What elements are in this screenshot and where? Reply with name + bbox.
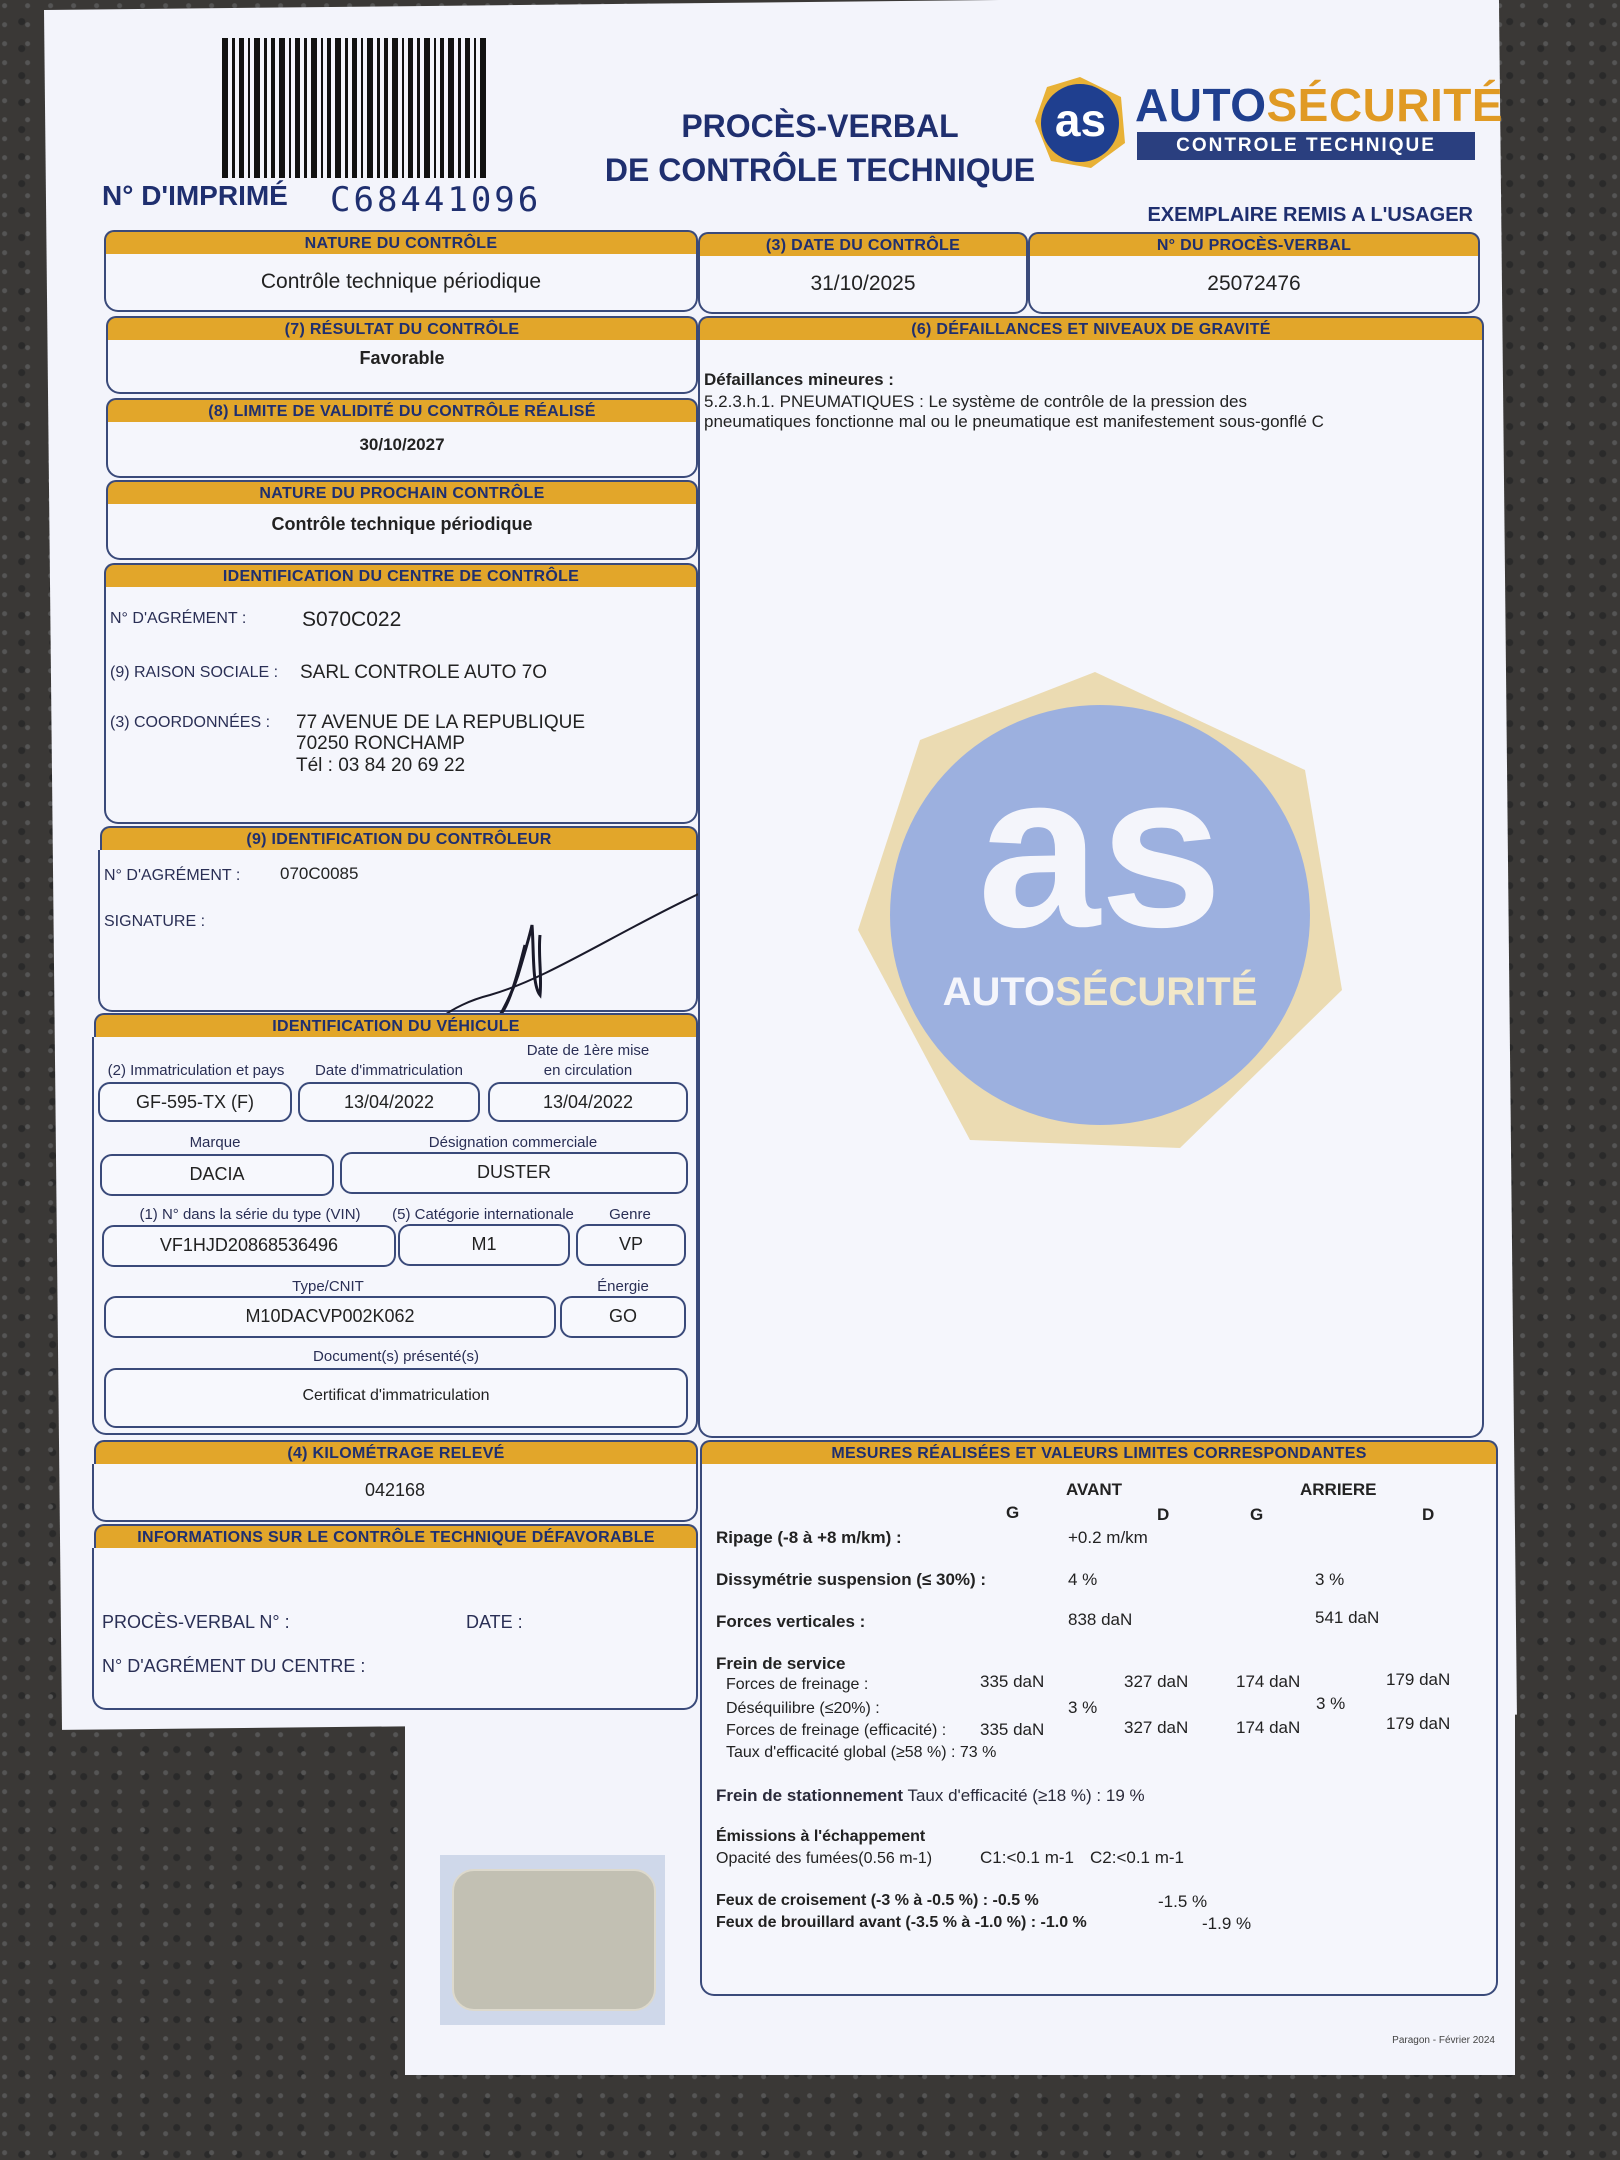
genre-label: Genre bbox=[609, 1206, 651, 1223]
forces-vert-label: Forces verticales : bbox=[716, 1612, 866, 1631]
energie-value: GO bbox=[560, 1296, 686, 1338]
mesures-arriere-d: D bbox=[1422, 1505, 1435, 1524]
forces-vert-arriere: 541 daN bbox=[1315, 1608, 1380, 1627]
genre-value: VP bbox=[576, 1224, 686, 1266]
deseq-av: 3 % bbox=[1068, 1698, 1098, 1717]
croisement-d: -1.5 % bbox=[1158, 1892, 1208, 1911]
num-pv-header: N° DU PROCÈS-VERBAL bbox=[1028, 232, 1480, 258]
brouillard-d: -1.9 % bbox=[1202, 1914, 1252, 1933]
date-controle-value: 31/10/2025 bbox=[810, 272, 916, 295]
date-immat-value: 13/04/2022 bbox=[298, 1082, 480, 1122]
taux-global: Taux d'efficacité global (≥58 %) : 73 % bbox=[726, 1744, 997, 1761]
nature-controle-header: NATURE DU CONTRÔLE bbox=[104, 230, 698, 256]
centre-raison-value: SARL CONTROLE AUTO 7O bbox=[300, 662, 548, 683]
ripage-label: Ripage (-8 à +8 m/km) : bbox=[716, 1528, 902, 1547]
date-mise-label-1: Date de 1ère mise bbox=[526, 1042, 650, 1059]
centre-coord-line1: 77 AVENUE DE LA REPUBLIQUE bbox=[296, 712, 585, 733]
mesures-avant-d: D bbox=[1157, 1505, 1170, 1524]
centre-coord-line3: Tél : 03 84 20 69 22 bbox=[296, 755, 466, 776]
defaillances-heading: Défaillances mineures : bbox=[704, 370, 894, 389]
hologram-sticker bbox=[440, 1855, 665, 2025]
nature-controle-value: Contrôle technique périodique bbox=[260, 270, 542, 293]
defaillance-line-2: pneumatiques fonctionne mal ou le pneumatique est manifestement sous-gonflé C bbox=[704, 412, 1324, 431]
defaillances-header: (6) DÉFAILLANCES ET NIVEAUX DE GRAVITÉ bbox=[698, 316, 1484, 342]
categorie-label: (5) Catégorie internationale bbox=[392, 1206, 574, 1223]
marque-label: Marque bbox=[189, 1134, 241, 1151]
ff-av-g: 335 daN bbox=[980, 1672, 1045, 1691]
ffe-av-g: 335 daN bbox=[980, 1720, 1045, 1739]
defavorable-header: INFORMATIONS SUR LE CONTRÔLE TECHNIQUE DÉFAVORABLE bbox=[94, 1524, 698, 1550]
defavorable-agrement-label: N° D'AGRÉMENT DU CENTRE : bbox=[102, 1656, 366, 1676]
date-mise-label-2: en circulation bbox=[543, 1062, 633, 1079]
mesures-avant: AVANT bbox=[1066, 1480, 1123, 1499]
ff-ar-g: 174 daN bbox=[1236, 1672, 1301, 1691]
frein-stationnement: Frein de stationnement Taux d'efficacité (≥18 %) : 19 % bbox=[716, 1786, 1145, 1805]
exemplaire-label: EXEMPLAIRE REMIS A L'USAGER bbox=[1147, 204, 1473, 226]
date-immat-label: Date d'immatriculation bbox=[315, 1062, 463, 1079]
vin-label: (1) N° dans la série du type (VIN) bbox=[139, 1206, 361, 1223]
centre-coord-line2: 70250 RONCHAMP bbox=[296, 733, 465, 754]
barcode bbox=[222, 38, 490, 178]
emissions-label: Émissions à l'échappement bbox=[716, 1828, 926, 1845]
centre-coord-label: (3) COORDONNÉES : bbox=[110, 714, 271, 731]
signature-label: SIGNATURE : bbox=[104, 913, 206, 930]
brand-name: AUTOSÉCURITÉ bbox=[1135, 79, 1504, 131]
ff-av-d: 327 daN bbox=[1124, 1672, 1189, 1691]
imprime-number: C68441096 bbox=[330, 180, 542, 220]
resultat-header: (7) RÉSULTAT DU CONTRÔLE bbox=[106, 316, 698, 342]
watermark-as-text: as bbox=[977, 727, 1223, 973]
opacite-c1: C1:<0.1 m-1 bbox=[980, 1848, 1075, 1867]
prochain-header: NATURE DU PROCHAIN CONTRÔLE bbox=[106, 480, 698, 506]
mesures-avant-g: G bbox=[1006, 1503, 1020, 1522]
date-controle-header: (3) DATE DU CONTRÔLE bbox=[698, 232, 1028, 258]
immat-value: GF-595-TX (F) bbox=[98, 1082, 292, 1122]
document-title-line2: DE CONTRÔLE TECHNIQUE bbox=[604, 152, 1036, 188]
limite-header: (8) LIMITE DE VALIDITÉ DU CONTRÔLE RÉALISÉ bbox=[106, 398, 698, 424]
resultat-value: Favorable bbox=[359, 348, 445, 368]
centre-header: IDENTIFICATION DU CENTRE DE CONTRÔLE bbox=[104, 563, 698, 589]
opacite-label: Opacité des fumées(0.56 m-1) bbox=[716, 1850, 933, 1867]
energie-label: Énergie bbox=[597, 1278, 649, 1295]
mesures-header: MESURES RÉALISÉES ET VALEURS LIMITES CORRESPONDANTES bbox=[700, 1440, 1498, 1466]
vin-value: VF1HJD20868536496 bbox=[102, 1225, 396, 1267]
brand-logo-text: as bbox=[1054, 94, 1107, 146]
defaillance-line-1: 5.2.3.h.1. PNEUMATIQUES : Le système de contrôle de la pression des bbox=[704, 392, 1247, 411]
forces-vert-avant: 838 daN bbox=[1068, 1610, 1133, 1629]
centre-agrement-value: S070C022 bbox=[302, 608, 402, 631]
imprime-label: N° D'IMPRIMÉ bbox=[102, 180, 288, 211]
documents-label: Document(s) présenté(s) bbox=[313, 1348, 479, 1365]
num-pv-value: 25072476 bbox=[1207, 272, 1301, 295]
brand-subtitle: CONTROLE TECHNIQUE bbox=[1137, 132, 1475, 160]
ff-ar-d: 179 daN bbox=[1386, 1670, 1451, 1689]
controleur-agrement-label: N° D'AGRÉMENT : bbox=[104, 867, 241, 884]
designation-value: DUSTER bbox=[340, 1152, 688, 1194]
dissym-avant: 4 % bbox=[1068, 1570, 1098, 1589]
opacite-c2: C2:<0.1 m-1 bbox=[1090, 1848, 1185, 1867]
dissym-arriere: 3 % bbox=[1315, 1570, 1345, 1589]
ffe-ar-g: 174 daN bbox=[1236, 1718, 1301, 1737]
vehicule-header: IDENTIFICATION DU VÉHICULE bbox=[94, 1013, 698, 1039]
date-mise-value: 13/04/2022 bbox=[488, 1082, 688, 1122]
hologram-patch bbox=[452, 1869, 656, 2011]
ffe-label: Forces de freinage (efficacité) : bbox=[726, 1722, 947, 1739]
defavorable-date-label: DATE : bbox=[466, 1612, 523, 1632]
type-label: Type/CNIT bbox=[292, 1278, 364, 1295]
prochain-value: Contrôle technique périodique bbox=[271, 514, 533, 534]
ripage-value: +0.2 m/km bbox=[1068, 1528, 1148, 1547]
centre-raison-label: (9) RAISON SOCIALE : bbox=[110, 664, 279, 681]
defavorable-pv-label: PROCÈS-VERBAL N° : bbox=[102, 1612, 290, 1632]
watermark-brand: AUTOSÉCURITÉ bbox=[942, 970, 1258, 1014]
immat-label: (2) Immatriculation et pays bbox=[107, 1062, 285, 1079]
frein-service-label: Frein de service bbox=[716, 1654, 846, 1673]
ff-label: Forces de freinage : bbox=[726, 1676, 869, 1693]
documents-value: Certificat d'immatriculation bbox=[104, 1368, 688, 1428]
controleur-agrement-value: 070C0085 bbox=[280, 864, 359, 883]
centre-agrement-label: N° D'AGRÉMENT : bbox=[110, 610, 247, 627]
watermark-logo bbox=[850, 670, 1350, 1150]
kilometrage-header: (4) KILOMÉTRAGE RELEVÉ bbox=[94, 1440, 698, 1466]
ffe-ar-d: 179 daN bbox=[1386, 1714, 1451, 1733]
dissym-label: Dissymétrie suspension (≤ 30%) : bbox=[716, 1570, 987, 1589]
marque-value: DACIA bbox=[100, 1154, 334, 1196]
document-title-line1: PROCÈS-VERBAL bbox=[681, 108, 959, 144]
brouillard-label: Feux de brouillard avant (-3.5 % à -1.0 %) : -1.0 % bbox=[716, 1914, 1087, 1931]
kilometrage-value: 042168 bbox=[364, 1480, 426, 1500]
designation-label: Désignation commerciale bbox=[428, 1134, 598, 1151]
deseq-ar: 3 % bbox=[1316, 1694, 1346, 1713]
deseq-label: Déséquilibre (≤20%) : bbox=[726, 1700, 880, 1717]
type-value: M10DACVP002K062 bbox=[104, 1296, 556, 1338]
ffe-av-d: 327 daN bbox=[1124, 1718, 1189, 1737]
brand-logo bbox=[1033, 75, 1128, 170]
limite-value: 30/10/2027 bbox=[359, 435, 445, 454]
categorie-value: M1 bbox=[398, 1224, 570, 1266]
mesures-arriere: ARRIERE bbox=[1300, 1480, 1377, 1499]
mesures-arriere-g: G bbox=[1250, 1505, 1264, 1524]
printer-footer: Paragon - Février 2024 bbox=[1392, 2035, 1495, 2046]
croisement-label: Feux de croisement (-3 % à -0.5 %) : -0.5 % bbox=[716, 1892, 1039, 1909]
controleur-header: (9) IDENTIFICATION DU CONTRÔLEUR bbox=[100, 826, 698, 852]
